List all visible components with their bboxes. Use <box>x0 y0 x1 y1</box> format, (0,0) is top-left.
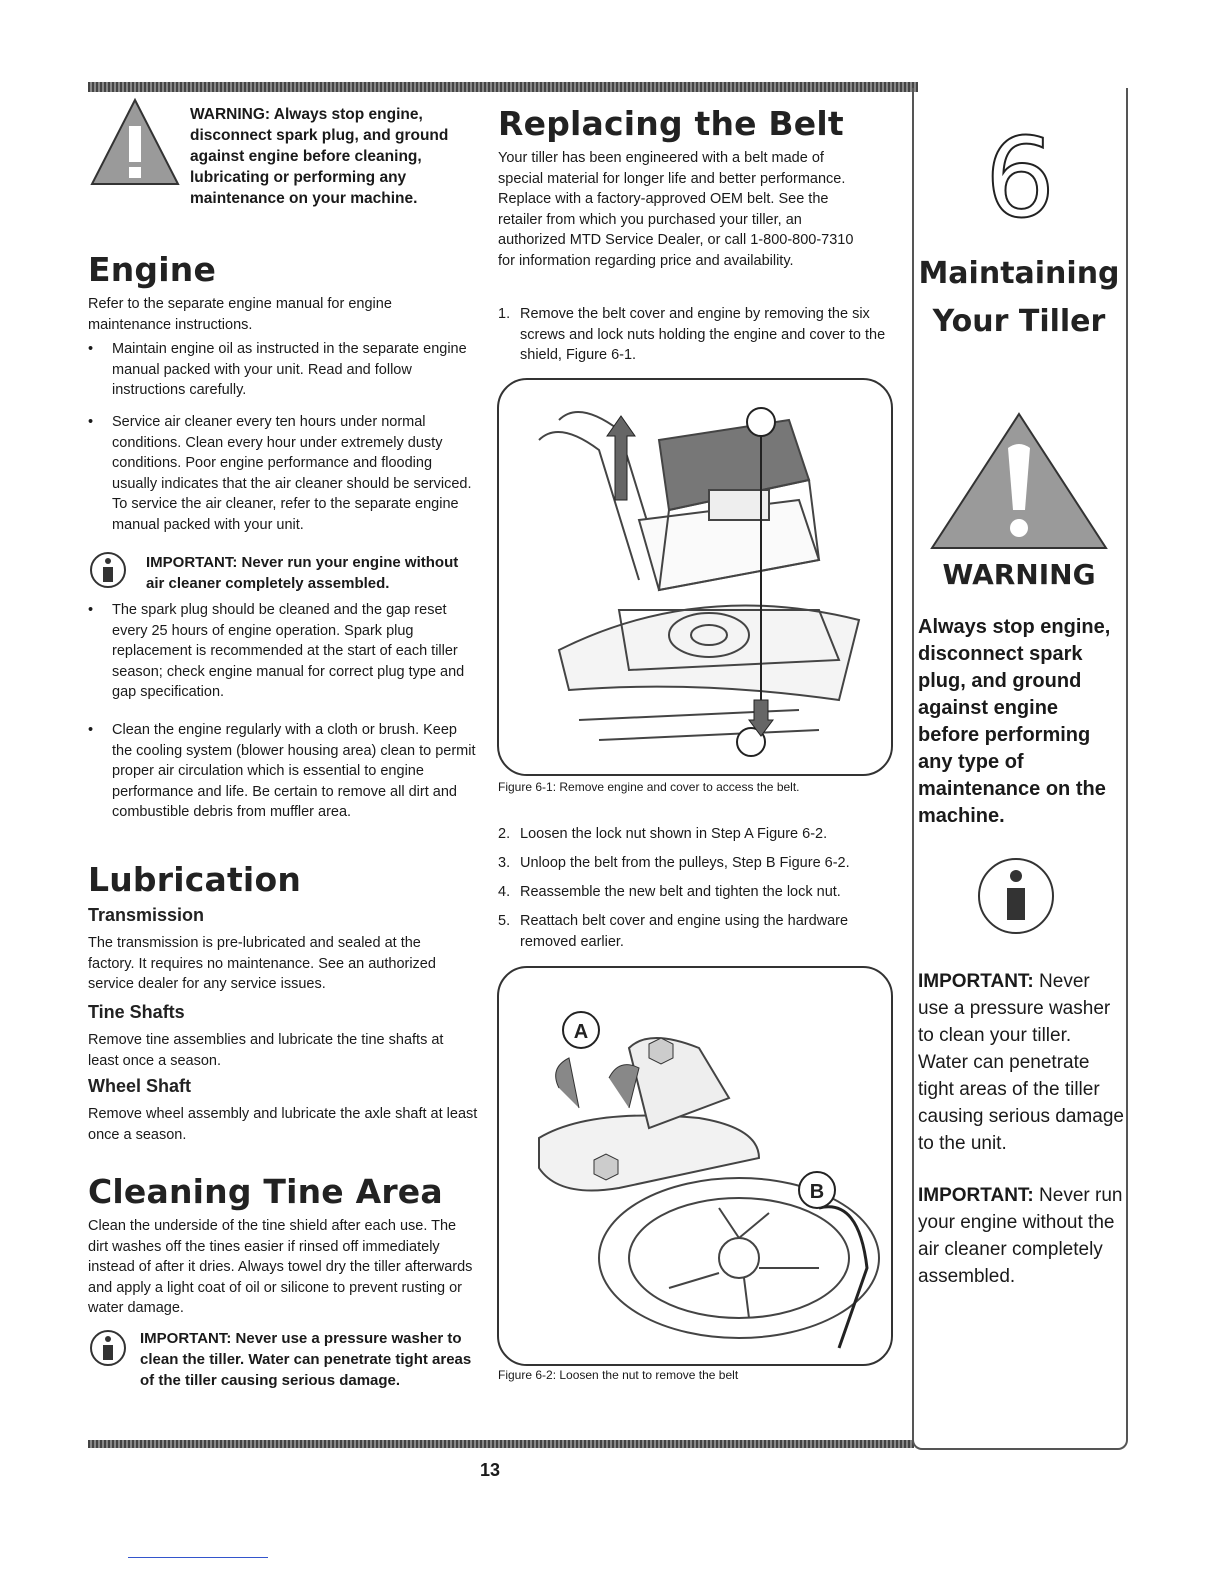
important-label: IMPORTANT: <box>918 971 1034 992</box>
cleaning-important: IMPORTANT: Never use a pressure washer to clean the tiller. Water can penetrate tight areas of the tiller causing serious damage. <box>140 1330 472 1389</box>
step-number: 5. <box>498 913 511 929</box>
chapter-title <box>914 250 1124 346</box>
engine-heading: Engine <box>88 250 217 289</box>
step-text: Reattach belt cover and engine using the hardware removed earlier. <box>520 913 849 950</box>
engine-intro: Refer to the separate engine manual for engine maintenance instructions. <box>88 296 392 333</box>
link-underline <box>128 1557 268 1558</box>
figure-6-1-caption: Figure 6-1: Remove engine and cover to access the belt. <box>498 780 800 794</box>
belt-step <box>498 911 904 952</box>
page-number: 13 <box>480 1460 501 1480</box>
figure-6-2 <box>497 966 893 1366</box>
engine-important: IMPORTANT: Never run your engine without air cleaner completely assembled. <box>146 554 459 592</box>
bullet-dot: • <box>88 602 94 618</box>
belt-illustration <box>499 968 891 1364</box>
engine-bullet-text: Clean the engine regularly with a cloth or brush. Keep the cooling system (blower housing area) clean to permit proper air circulation which is essential to engine performance and life. Be certain to remove all dirt and combustible debris from muffler area. <box>112 722 476 820</box>
engine-bullet <box>88 339 480 401</box>
bullet-dot: • <box>88 414 94 430</box>
step-text: Reassemble the new belt and tighten the lock nut. <box>520 884 841 900</box>
label-a: A <box>573 1021 589 1043</box>
cleaning-text: Clean the underside of the tine shield after each use. The dirt washes off the tines easier if rinsed off immediately instead of after it dries. Always towel dry the tiller afterwards and apply a light coat of oil or silicone to prevent rusting or water damage. <box>88 1218 473 1316</box>
info-icon <box>90 552 126 588</box>
step-number: 3. <box>498 855 511 871</box>
belt-step <box>498 853 904 874</box>
bullet-dot: • <box>88 341 94 357</box>
transmission-text: The transmission is pre-lubricated and sealed at the factory. It requires no maintenance. See an authorized service dealer for any service issues. <box>88 935 436 992</box>
figure-6-1 <box>497 378 893 776</box>
step-text: Loosen the lock nut shown in Step A Figure 6-2. <box>520 826 828 842</box>
sidebar-important-2 <box>918 1182 1124 1290</box>
step-number: 2. <box>498 826 511 842</box>
figure-6-2-caption: Figure 6-2: Loosen the nut to remove the belt <box>498 1368 739 1382</box>
sidebar-warning-text: Always stop engine, disconnect spark plug, and ground against engine before performing any type of maintenance on the machine. <box>918 616 1111 827</box>
lubrication-heading: Lubrication <box>88 860 302 899</box>
important-label: IMPORTANT: <box>918 1185 1034 1206</box>
tine-shafts-text: Remove tine assemblies and lubricate the tine shafts at least once a season. <box>88 1032 444 1069</box>
sidebar-important-1 <box>918 968 1124 1157</box>
cleaning-heading: Cleaning Tine Area <box>88 1172 443 1211</box>
engine-bullet-text: The spark plug should be cleaned and the gap reset every 25 hours of engine operation. Spark plug replacement is recommended at the start of each tiller season; check engine manual for correct plug type and gap specification. <box>112 602 465 700</box>
tine-shafts-heading: Tine Shafts <box>88 1002 185 1022</box>
bottom-rule <box>88 1440 914 1448</box>
step-text: Unloop the belt from the pulleys, Step B Figure 6-2. <box>520 855 850 871</box>
warning-text: WARNING: Always stop engine, disconnect spark plug, and ground against engine before cleaning, lubricating or performing any maintenance on your machine. <box>190 106 449 207</box>
bullet-dot: • <box>88 722 94 738</box>
warning-triangle-icon <box>928 410 1110 557</box>
chapter-number: 6 <box>985 114 1055 232</box>
engine-bullet <box>88 600 480 703</box>
belt-step <box>498 882 904 903</box>
engine-illustration <box>499 380 891 774</box>
belt-step <box>498 304 904 366</box>
important-text: Never run your engine without the air cleaner completely assembled. <box>918 1185 1123 1287</box>
belt-step <box>498 824 904 845</box>
transmission-heading: Transmission <box>88 905 205 925</box>
engine-bullet <box>88 720 480 823</box>
chapter-title-line2: Your Tiller <box>932 304 1106 339</box>
engine-bullet-text: Maintain engine oil as instructed in the separate engine manual packed with your unit. Read and follow instructions carefully. <box>112 341 467 398</box>
chapter-number-graphic <box>985 112 1055 232</box>
info-icon <box>978 858 1054 934</box>
info-icon <box>90 1330 126 1366</box>
chapter-title-line1: Maintaining <box>918 256 1120 291</box>
sidebar-warning-label: WARNING <box>942 558 1096 591</box>
engine-bullet <box>88 412 480 535</box>
step-number: 1. <box>498 306 511 322</box>
wheel-shaft-heading: Wheel Shaft <box>88 1076 192 1096</box>
step-number: 4. <box>498 884 511 900</box>
top-rule <box>88 82 918 92</box>
wheel-shaft-text: Remove wheel assembly and lubricate the axle shaft at least once a season. <box>88 1106 478 1143</box>
warning-triangle-icon <box>88 96 182 193</box>
step-text: Remove the belt cover and engine by removing the six screws and lock nuts holding the engine and cover to the shield, Figure 6-1. <box>520 306 886 363</box>
important-text: Never use a pressure washer to clean your tiller. Water can penetrate tight areas of the tiller causing serious damage to the unit. <box>918 971 1124 1154</box>
belt-heading: Replacing the Belt <box>498 104 844 143</box>
label-b: B <box>809 1181 825 1203</box>
belt-intro: Your tiller has been engineered with a belt made of special material for longer life and better performance. Replace with a factory-approved OEM belt. See the retailer from which you purchased your tiller, an authorized MTD Service Dealer, or call 1-800-800-7310 for information regarding price and availability. <box>498 150 854 269</box>
engine-bullet-text: Service air cleaner every ten hours under normal conditions. Clean every hour under extremely dusty conditions. Poor engine performance and flooding usually indicates that the air cleaner should be serviced. To service the air cleaner, refer to the separate engine manual packed with your unit. <box>112 414 472 533</box>
